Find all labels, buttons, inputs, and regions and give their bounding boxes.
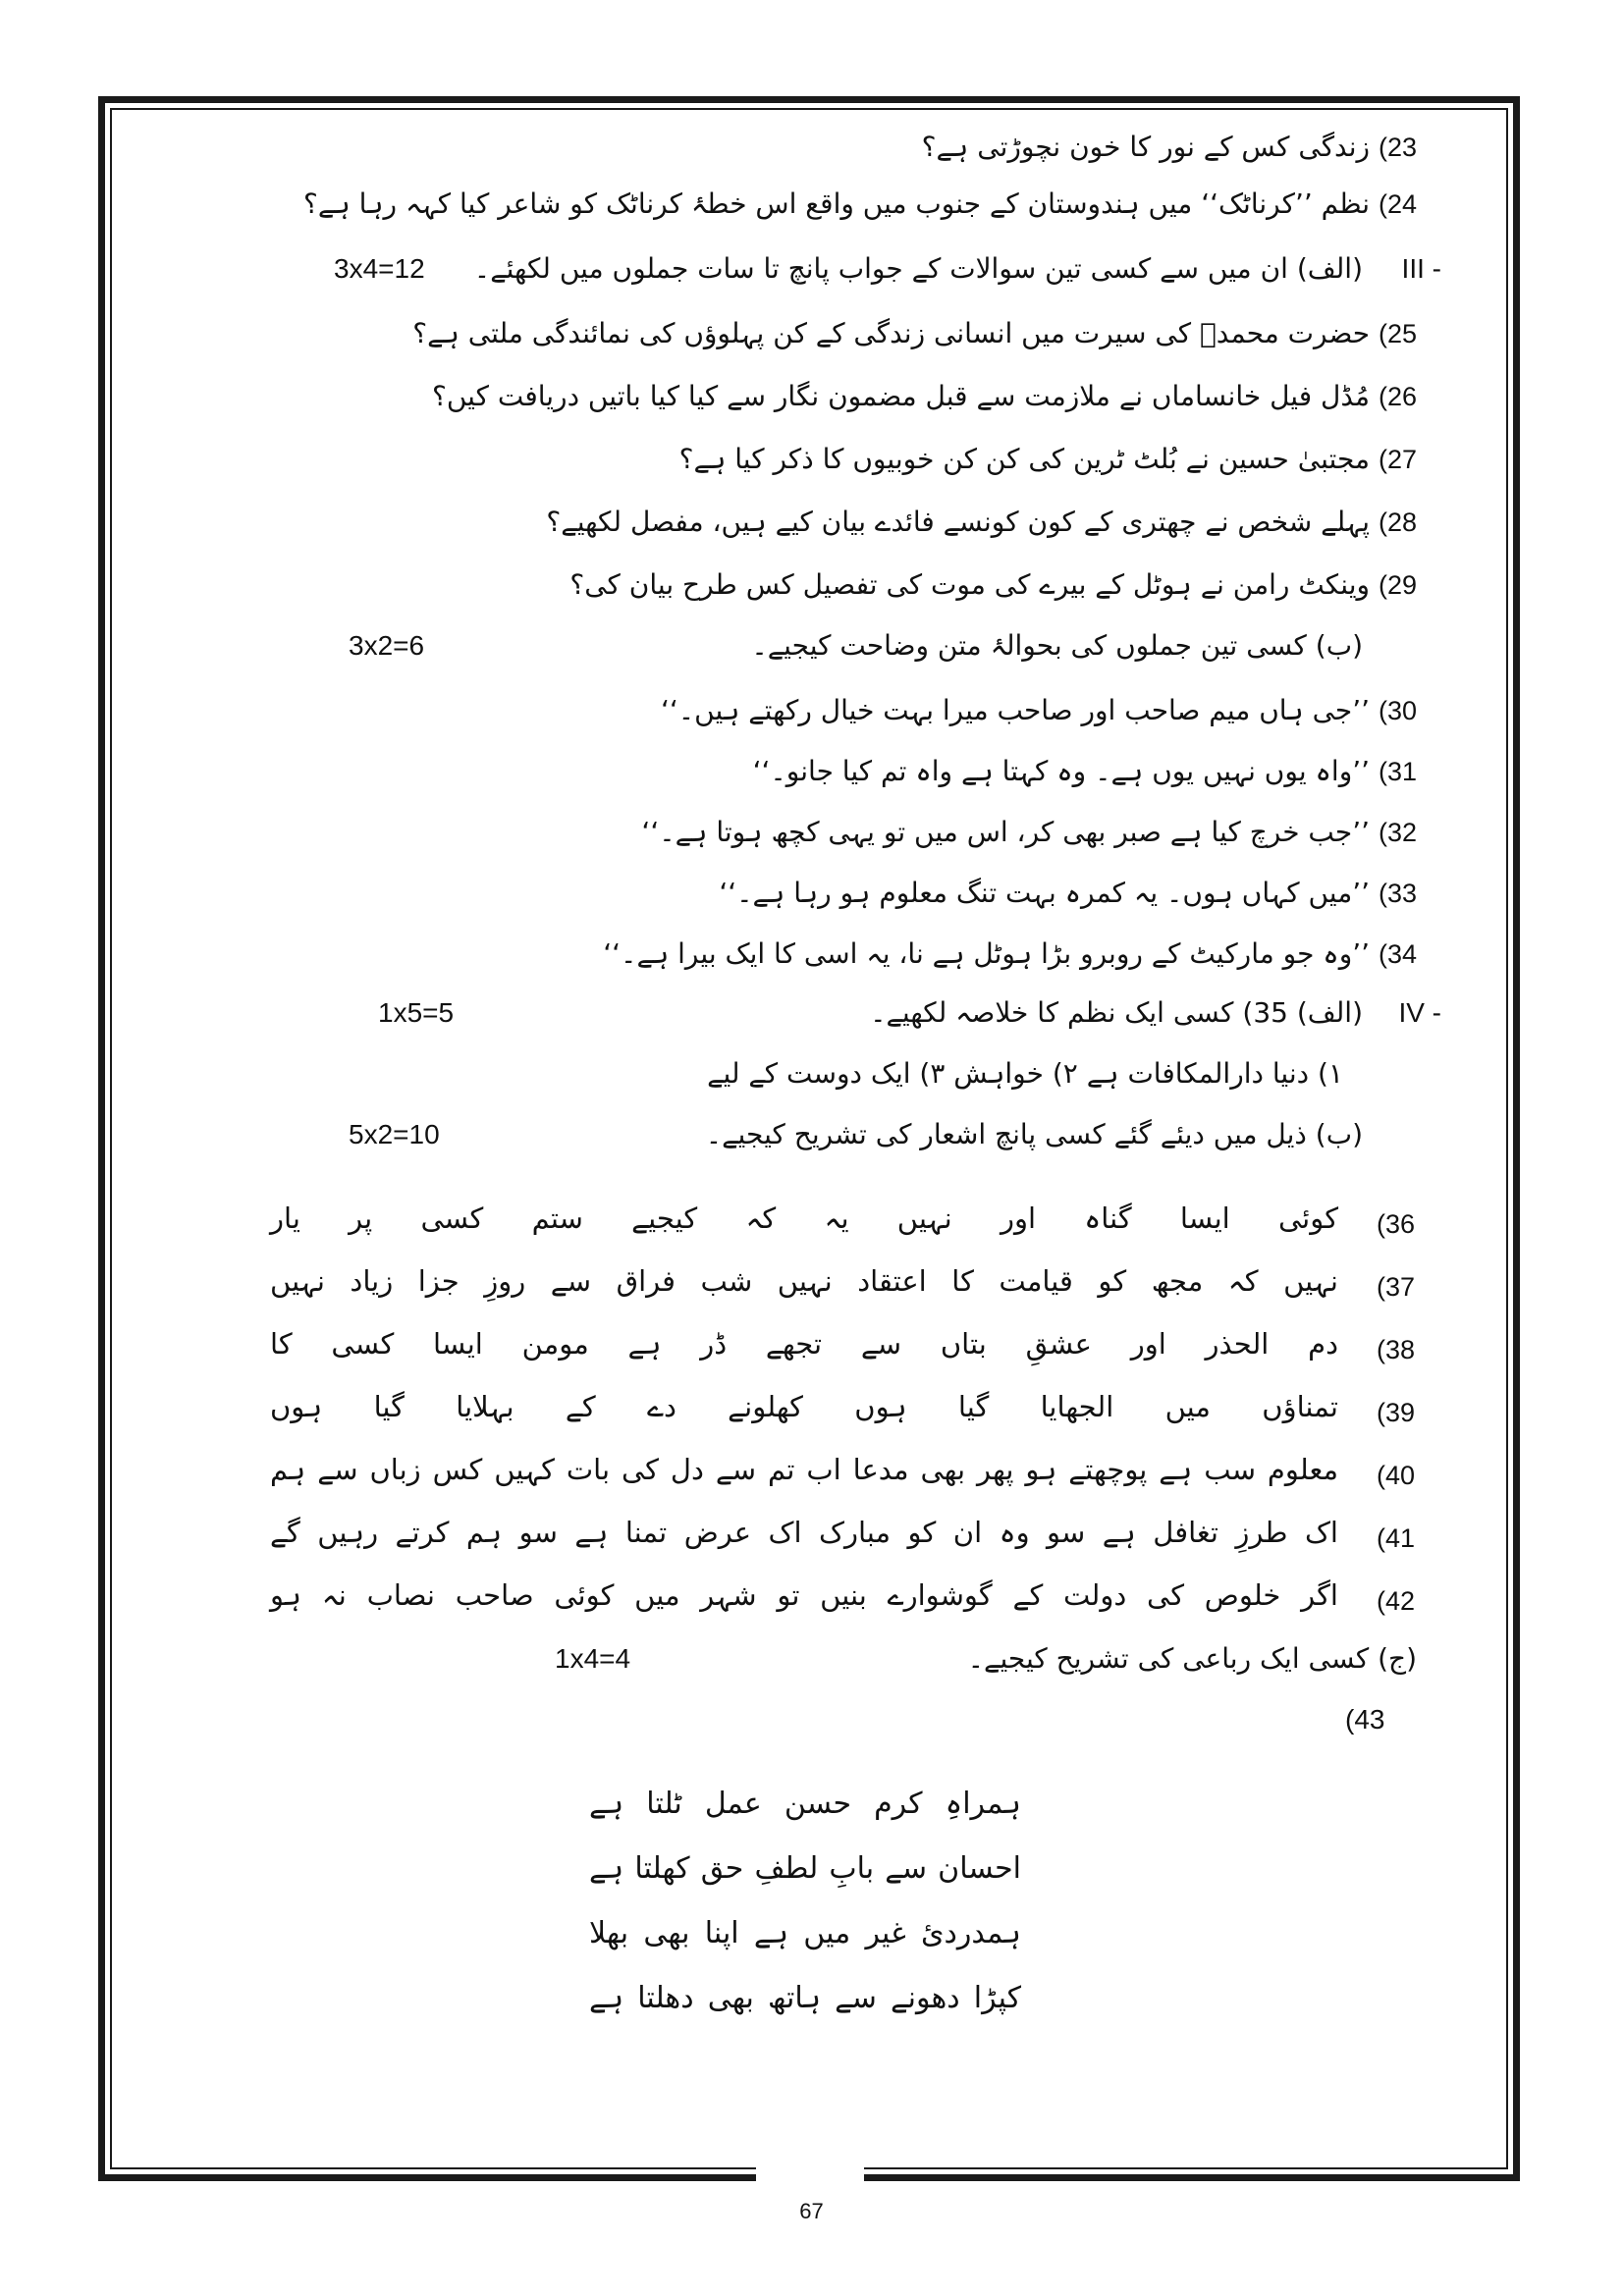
question-number: 23)	[1378, 133, 1417, 162]
couplet-number: (41	[1376, 1523, 1415, 1553]
question-27	[679, 440, 1417, 479]
couplet-40: معلوم سب ہے پوچھتے ہو پھر بھی مدعا اب تم سے دل کی بات کہیں کس زباں سے ہم	[270, 1453, 1338, 1486]
question-number: 27)	[1378, 445, 1417, 474]
couplet-number: (38	[1376, 1335, 1415, 1364]
rubai-line-4: کپڑا دھونے سے ہاتھ بھی دھلتا ہے	[589, 1981, 1021, 2015]
sentence-text: ’’واہ یوں نہیں یوں ہے۔ وہ کہتا ہے واہ تم کیا جانو۔‘‘	[752, 755, 1371, 787]
couplet-41: اک طرزِ تغافل ہے سو وہ ان کو مبارک اک عرض تمنا ہے سو ہم کرتے رہیں گے	[270, 1516, 1338, 1549]
question-number: 26)	[1378, 382, 1417, 411]
couplet-number: (37	[1376, 1272, 1415, 1302]
sentence-number: 30)	[1378, 696, 1417, 725]
section-4-part-c-heading: (ج) کسی ایک رباعی کی تشریح کیجیے۔	[967, 1642, 1417, 1675]
question-23	[922, 128, 1417, 167]
page-number: 67	[799, 2199, 824, 2223]
rubai-line-1: ہمراہِ کرم حسن عمل ٹلتا ہے	[589, 1787, 1021, 1821]
part-instruction: ان میں سے کسی تین سوالات کے جواب پانچ تا سات جملوں میں لکھئے۔	[473, 252, 1288, 285]
sentence-34	[603, 934, 1417, 974]
couplet-38: دم الحذر اور عشقِ بتاں سے تجھے ڈر ہے مومن ایسا کسی کا	[270, 1327, 1338, 1361]
sentence-number: 31)	[1378, 757, 1417, 786]
section-4-part-b-marks: 5x2=10	[349, 1119, 440, 1149]
question-text: مجتبیٰ حسین نے بُلٹ ٹرین کی کن کن خوبیوں کا ذکر کیا ہے؟	[678, 443, 1371, 475]
section-4-part-a-heading: (الف) 35) کسی ایک نظم کا خلاصہ لکھیے۔	[870, 996, 1363, 1029]
question-24	[303, 185, 1417, 224]
sentence-number: 33)	[1378, 879, 1417, 908]
question-26	[432, 377, 1417, 416]
sentence-text: ’’جب خرچ کیا ہے صبر بھی کر، اس میں تو یہی کچھ ہوتا ہے۔‘‘	[641, 816, 1371, 848]
question-text: مُڈل فیل خانساماں نے ملازمت سے قبل مضمون نگار سے کیا کیا باتیں دریافت کیں؟	[431, 380, 1371, 412]
question-text: وینکٹ رامن نے ہوٹل کے بیرے کی موت کی تفصیل کس طرح بیان کی؟	[569, 568, 1371, 601]
poem-options: ۱) دنیا دارالمکافات ہے ۲) خواہش ۳) ایک دوست کے لیے	[707, 1057, 1343, 1090]
sentence-number: 32)	[1378, 818, 1417, 847]
rubai-line-2: احسان سے بابِ لطفِ حق کھلتا ہے	[589, 1851, 1021, 1886]
question-28	[546, 503, 1417, 542]
couplet-number: (42	[1376, 1586, 1415, 1616]
question-number: 28)	[1378, 507, 1417, 537]
couplet-36: کوئی ایسا گناہ اور نہیں یہ کہ کیجیے ستم کسی پر یار	[270, 1201, 1338, 1235]
border-gap	[756, 2167, 864, 2187]
couplet-number: (40	[1376, 1461, 1415, 1490]
section-3-part-b-marks: 3x2=6	[349, 630, 425, 661]
couplet-number: (39	[1376, 1398, 1415, 1427]
question-29	[569, 565, 1417, 605]
sentence-number: 34)	[1378, 939, 1417, 969]
section-4-roman: IV -	[1398, 997, 1441, 1028]
couplet-39: تمناؤں میں الجھایا گیا ہوں کھلونے دے کے بہلایا گیا ہوں	[270, 1390, 1338, 1423]
sentence-text: ’’میں کہاں ہوں۔ یہ کمرہ بہت تنگ معلوم ہو رہا ہے۔‘‘	[719, 877, 1371, 909]
couplet-37: نہیں کہ مجھ کو قیامت کا اعتقاد نہیں شب فراق سے روزِ جزا زیاد نہیں	[270, 1264, 1338, 1298]
sentence-31	[753, 752, 1417, 791]
sentence-33	[719, 874, 1417, 913]
question-number: 25)	[1378, 319, 1417, 348]
section-4-part-b-heading: (ب) ذیل میں دیئے گئے کسی پانچ اشعار کی تشریح کیجیے۔	[705, 1118, 1363, 1150]
question-number: 24)	[1378, 189, 1417, 219]
question-text: حضرت محمدؐ کی سیرت میں انسانی زندگی کے کن پہلوؤں کی نمائندگی ملتی ہے؟	[412, 317, 1371, 349]
section-3-roman: III -	[1401, 253, 1441, 284]
section-4-part-c-marks: 1x4=4	[555, 1643, 631, 1674]
couplet-42: اگر خلوص کی دولت کے گوشوارے بنیں تو شہر میں کوئی صاحب نصاب نہ ہو	[270, 1578, 1338, 1612]
question-text: نظم ’’کرناٹک‘‘ میں ہندوستان کے جنوب میں واقع اس خطۂ کرناٹک کو شاعر کیا کہہ رہا ہے؟	[303, 187, 1371, 220]
sentence-text: ’’جی ہاں میم صاحب اور صاحب میرا بہت خیال رکھتے ہیں۔‘‘	[660, 694, 1371, 726]
rubai-number: (43	[1345, 1704, 1385, 1735]
sentence-32	[641, 813, 1417, 852]
question-number: 29)	[1378, 570, 1417, 600]
sentence-text: ’’وہ جو مارکیٹ کے روبرو بڑا ہوٹل ہے نا، یہ اسی کا ایک بیرا ہے۔‘‘	[603, 937, 1371, 970]
sentence-30	[661, 691, 1417, 730]
rubai-line-3: ہمدردیٔ غیر میں ہے اپنا بھی بھلا	[589, 1916, 1021, 1950]
section-3-part-a-marks: 3x4=12	[334, 253, 425, 284]
section-3-part-a-heading	[474, 249, 1363, 289]
question-25	[412, 314, 1417, 353]
section-3-part-b-heading: (ب) کسی تین جملوں کی بحوالۂ متن وضاحت کیجیے۔	[751, 629, 1363, 662]
question-text: پہلے شخص نے چھتری کے کون کونسے فائدے بیان کیے ہیں، مفصل لکھیے؟	[546, 506, 1371, 538]
part-label: (الف)	[1296, 252, 1363, 285]
question-text: زندگی کس کے نور کا خون نچوڑتی ہے؟	[921, 131, 1371, 163]
couplet-number: (36	[1376, 1209, 1415, 1239]
section-4-part-a-marks: 1x5=5	[378, 997, 455, 1028]
